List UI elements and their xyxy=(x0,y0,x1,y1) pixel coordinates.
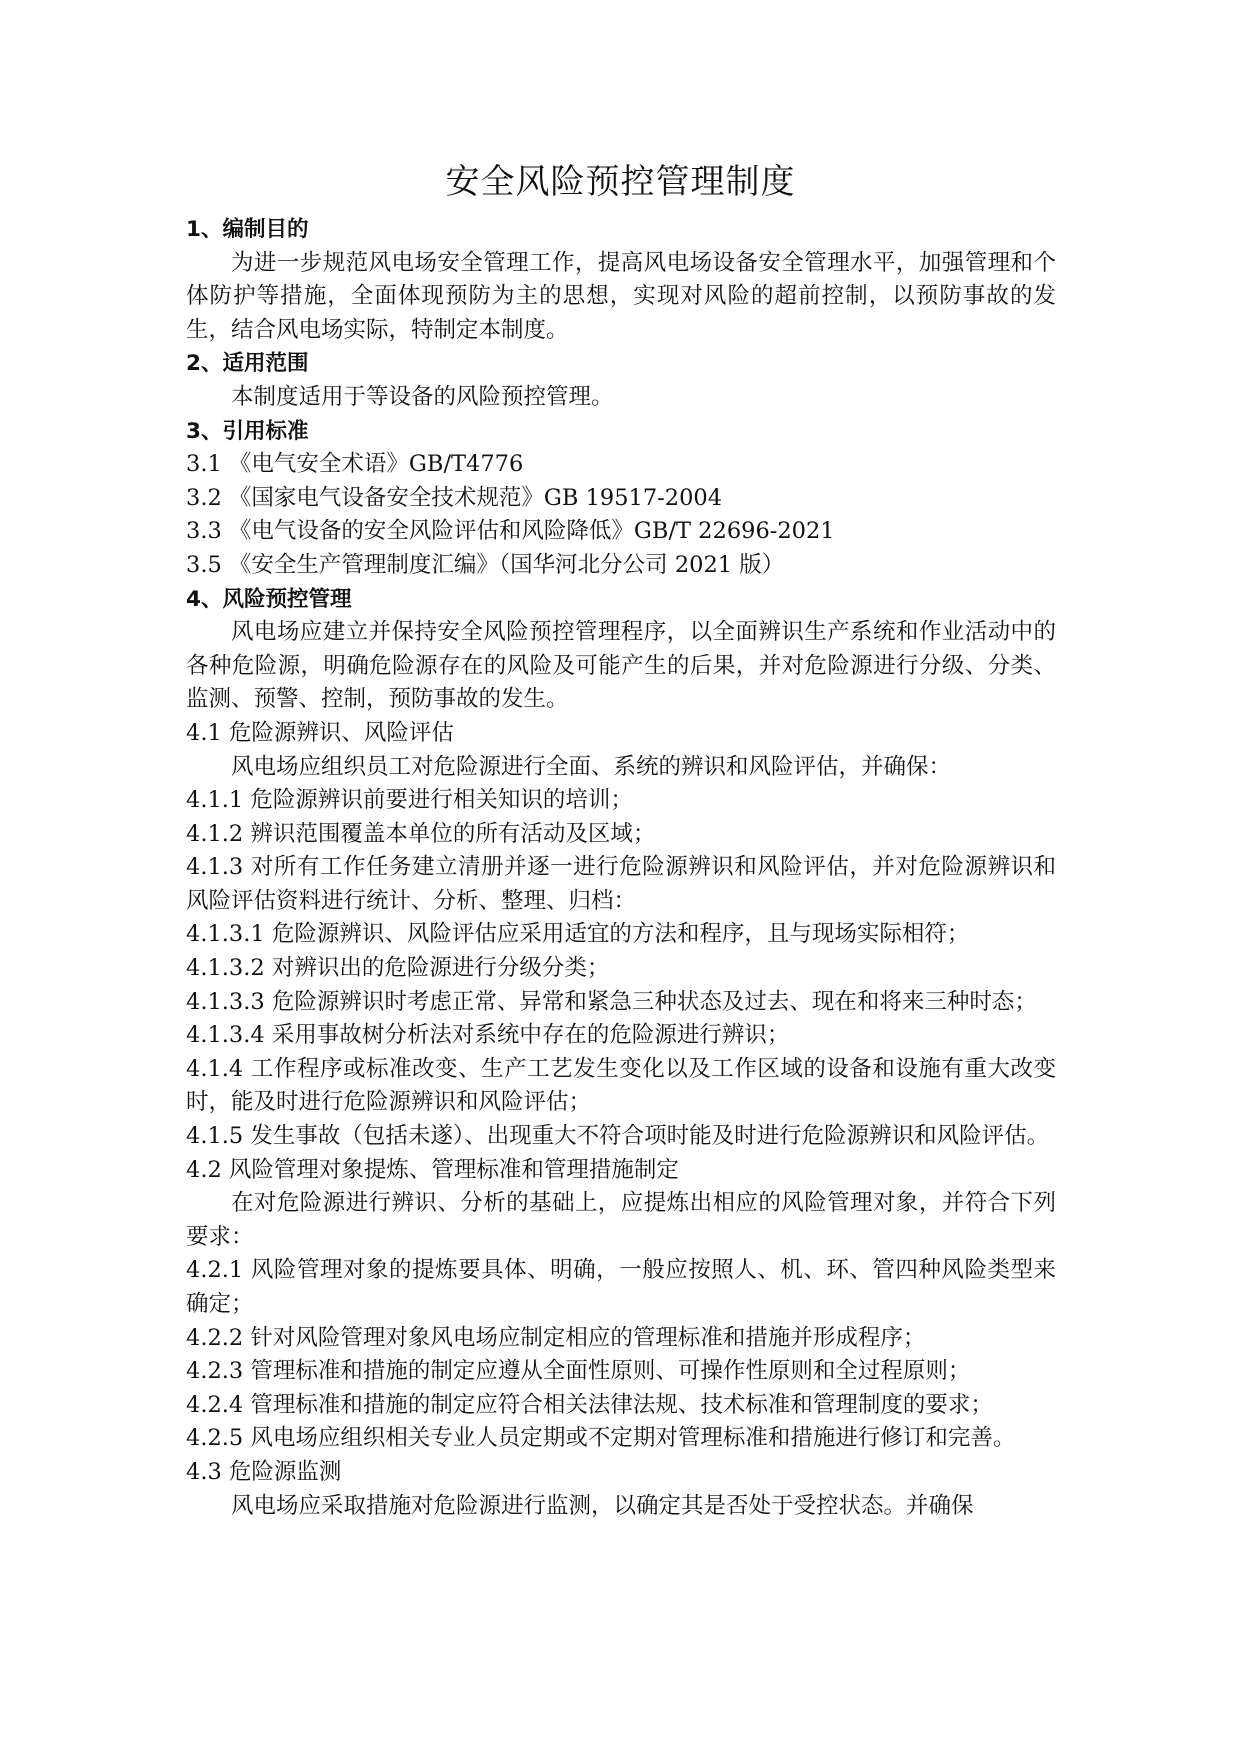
clause-item: 4.2.2 针对风险管理对象风电场应制定相应的管理标准和措施并形成程序； xyxy=(186,1324,926,1351)
section-heading: 3、引用标准 xyxy=(186,418,309,444)
page-title: 安全风险预控管理制度 xyxy=(445,162,796,202)
clause-item: 3.1 《电气安全术语》GB/T4776 xyxy=(186,451,524,478)
paragraph: 本制度适用于等设备的风险预控管理。 xyxy=(231,383,614,410)
paragraph: 在对危险源进行辨识、分析的基础上，应提炼出相应的风险管理对象，并符合下列要求： xyxy=(186,1190,1056,1250)
clause-item: 4.1.4 工作程序或标准改变、生产工艺发生变化以及工作区域的设备和设施有重大改变时，能及时进行危险源辨识和风险评估； xyxy=(186,1055,1056,1116)
paragraph: 为进一步规范风电场安全管理工作，提高风电场设备安全管理水平，加强管理和个体防护等措施，全面体现预防为主的思想，实现对风险的超前控制，以预防事故的发生，结合风电场实际，特制定本制度。 xyxy=(186,249,1056,343)
section-heading: 1、编制目的 xyxy=(186,217,309,242)
clause-item: 3.2 《国家电气设备安全技术规范》GB 19517-2004 xyxy=(186,484,723,511)
clause-item: 4.2.4 管理标准和措施的制定应符合相关法律法规、技术标准和管理制度的要求； xyxy=(186,1391,993,1418)
clause-item: 4.2.3 管理标准和措施的制定应遵从全面性原则、可操作性原则和全过程原则； xyxy=(186,1358,971,1385)
clause-item: 4.1.3.1 危险源辨识、风险评估应采用适宜的方法和程序，且与现场实际相符； xyxy=(186,921,970,948)
clause-item: 4.1 危险源辨识、风险评估 xyxy=(186,719,454,746)
clause-item: 4.1.3.3 危险源辨识时考虑正常、异常和紧急三种状态及过去、现在和将来三种时态； xyxy=(186,988,1037,1015)
clause-item: 4.2.1 风险管理对象的提炼要具体、明确，一般应按照人、机、环、管四种风险类型来确定； xyxy=(186,1257,1056,1317)
clause-item: 3.5 《安全生产管理制度汇编》（国华河北分公司 2021 版） xyxy=(186,551,785,578)
clause-item: 4.1.3.2 对辨识出的危险源进行分级分类； xyxy=(186,955,610,982)
clause-item: 4.2.5 风电场应组织相关专业人员定期或不定期对管理标准和措施进行修订和完善。 xyxy=(186,1425,1016,1452)
clause-item: 4.1.3 对所有工作任务建立清册并逐一进行危险源辨识和风险评估，并对危险源辨识和风险评估资料进行统计、分析、整理、归档： xyxy=(186,854,1056,914)
clause-item: 4.1.5 发生事故（包括未遂）、出现重大不符合项时能及时进行危险源辨识和风险评估。 xyxy=(186,1123,1050,1150)
paragraph: 风电场应组织员工对危险源进行全面、系统的辨识和风险评估，并确保： xyxy=(231,753,952,780)
section-heading: 4、风险预控管理 xyxy=(186,586,352,612)
clause-item: 4.1.2 辨识范围覆盖本单位的所有活动及区域； xyxy=(186,820,656,847)
clause-item: 3.3 《电气设备的安全风险评估和风险降低》GB/T 22696-2021 xyxy=(186,518,835,545)
document-body xyxy=(186,213,1056,1523)
paragraph: 风电场应建立并保持安全风险预控管理程序，以全面辨识生产系统和作业活动中的各种危险源，明确危险源存在的风险及可能产生的后果，并对危险源进行分级、分类、监测、预警、控制，预防事故的发生。 xyxy=(186,619,1056,713)
clause-item: 4.3 危险源监测 xyxy=(186,1458,342,1485)
clause-item: 4.2 风险管理对象提炼、管理标准和管理措施制定 xyxy=(186,1156,679,1183)
section-heading: 2、适用范围 xyxy=(186,351,309,377)
paragraph: 风电场应采取措施对危险源进行监测，以确定其是否处于受控状态。并确保 xyxy=(231,1492,974,1519)
clause-item: 4.1.1 危险源辨识前要进行相关知识的培训； xyxy=(186,787,633,814)
clause-item: 4.1.3.4 采用事故树分析法对系统中存在的危险源进行辨识； xyxy=(186,1022,790,1049)
